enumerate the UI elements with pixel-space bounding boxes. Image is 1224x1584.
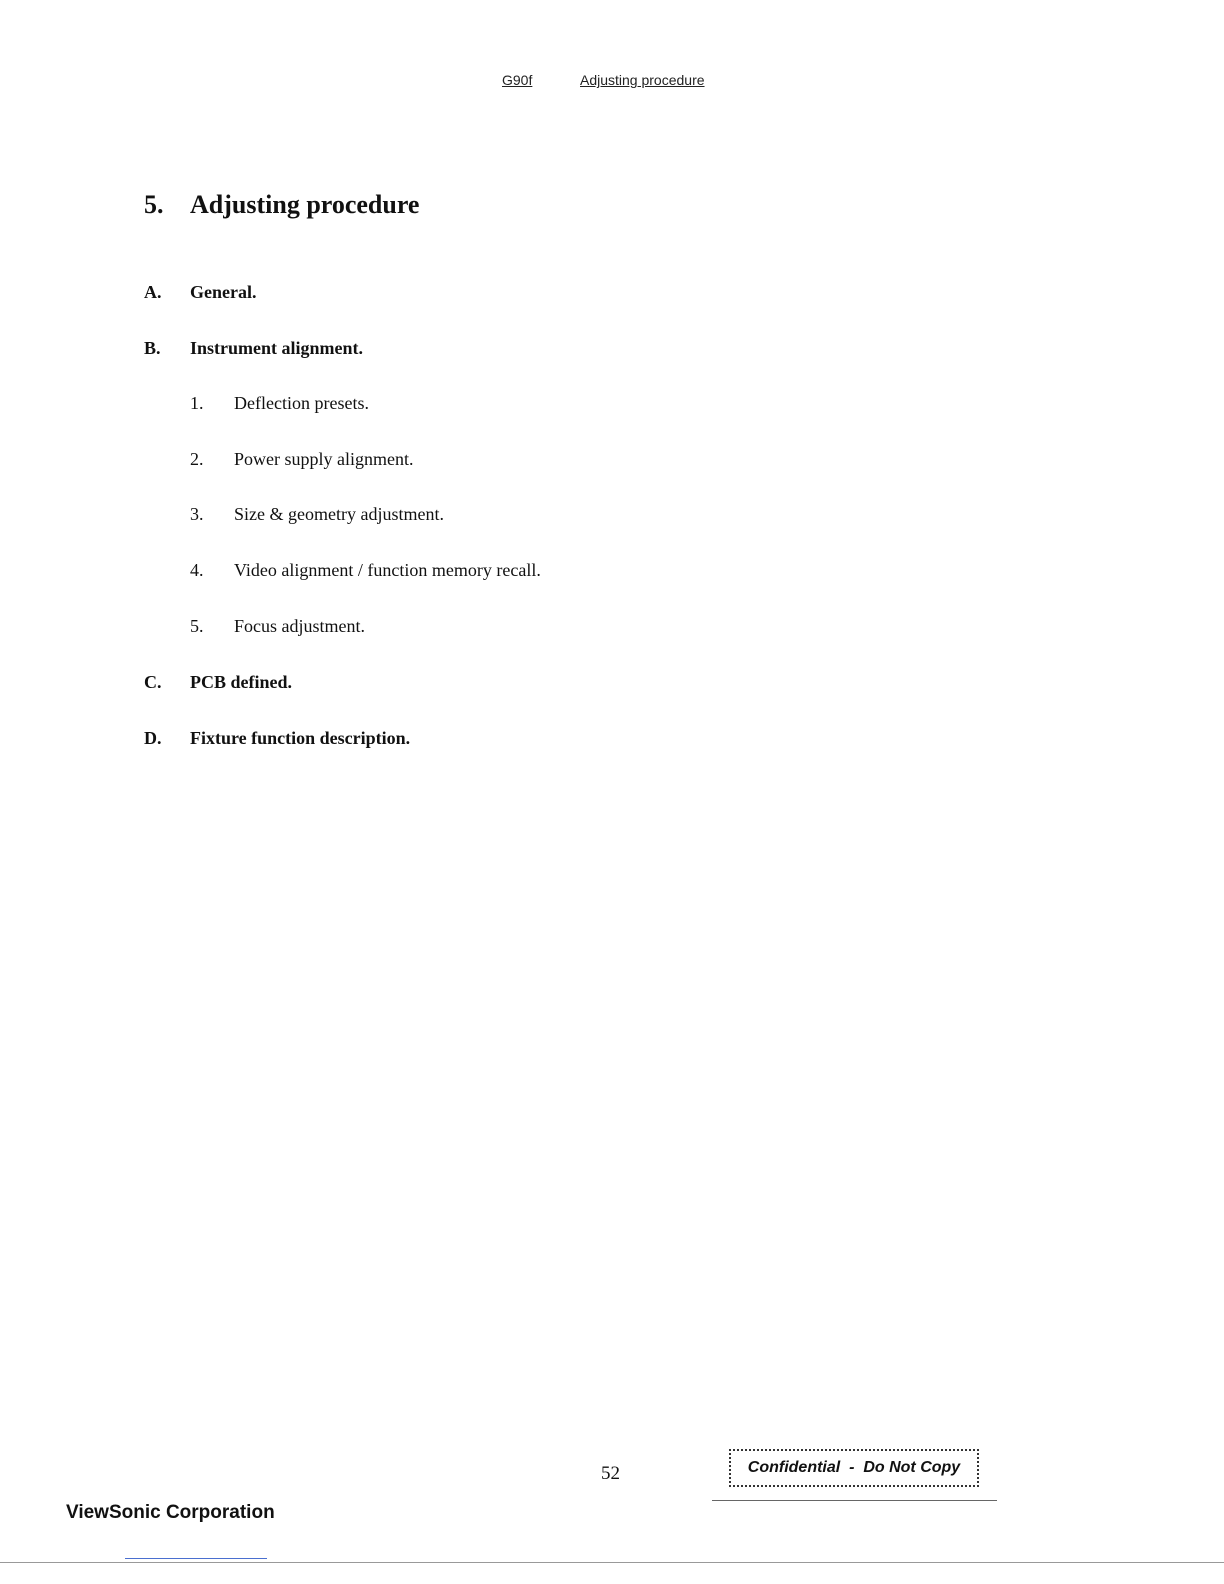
subitem-4: [190, 560, 541, 581]
page-number: 52: [601, 1463, 620, 1484]
subitem-label: Size & geometry adjustment.: [234, 504, 444, 524]
section-label: PCB defined.: [190, 672, 293, 692]
section-label: Fixture function description.: [190, 728, 411, 748]
page-title: [144, 190, 419, 220]
subitem-2: [190, 449, 413, 470]
subitem-label: Video alignment / function memory recall.: [234, 560, 541, 580]
confidential-stamp: [729, 1449, 979, 1487]
subitem-1: [190, 393, 369, 414]
company-name: ViewSonic Corporation: [66, 1502, 275, 1523]
section-letter: B.: [144, 338, 161, 358]
section-letter: A.: [144, 282, 162, 302]
subitem-3: [190, 504, 444, 525]
subitem-number: 2.: [190, 449, 204, 469]
section-d: [144, 728, 410, 749]
subitem-number: 3.: [190, 504, 204, 524]
subitem-number: 1.: [190, 393, 204, 413]
subitem-5: [190, 616, 365, 637]
section-b: [144, 338, 363, 359]
section-letter: D.: [144, 728, 162, 748]
section-label: General.: [190, 282, 257, 302]
bottom-accent-line: [125, 1558, 267, 1559]
footer-divider: [712, 1500, 997, 1501]
chapter-heading: Adjusting procedure: [190, 190, 420, 219]
section-a: [144, 282, 256, 303]
bottom-rule: [0, 1562, 1224, 1563]
header-model: G90f: [502, 72, 533, 88]
subitem-number: 5.: [190, 616, 204, 636]
subitem-label: Focus adjustment.: [234, 616, 365, 636]
confidential-text: Confidential - Do Not Copy: [747, 1459, 961, 1476]
section-c: [144, 672, 292, 693]
section-letter: C.: [144, 672, 162, 692]
subitem-label: Deflection presets.: [234, 393, 369, 413]
header-title: Adjusting procedure: [580, 72, 705, 88]
section-label: Instrument alignment.: [190, 338, 364, 358]
subitem-number: 4.: [190, 560, 204, 580]
subitem-label: Power supply alignment.: [234, 449, 414, 469]
chapter-number: 5.: [144, 190, 164, 219]
